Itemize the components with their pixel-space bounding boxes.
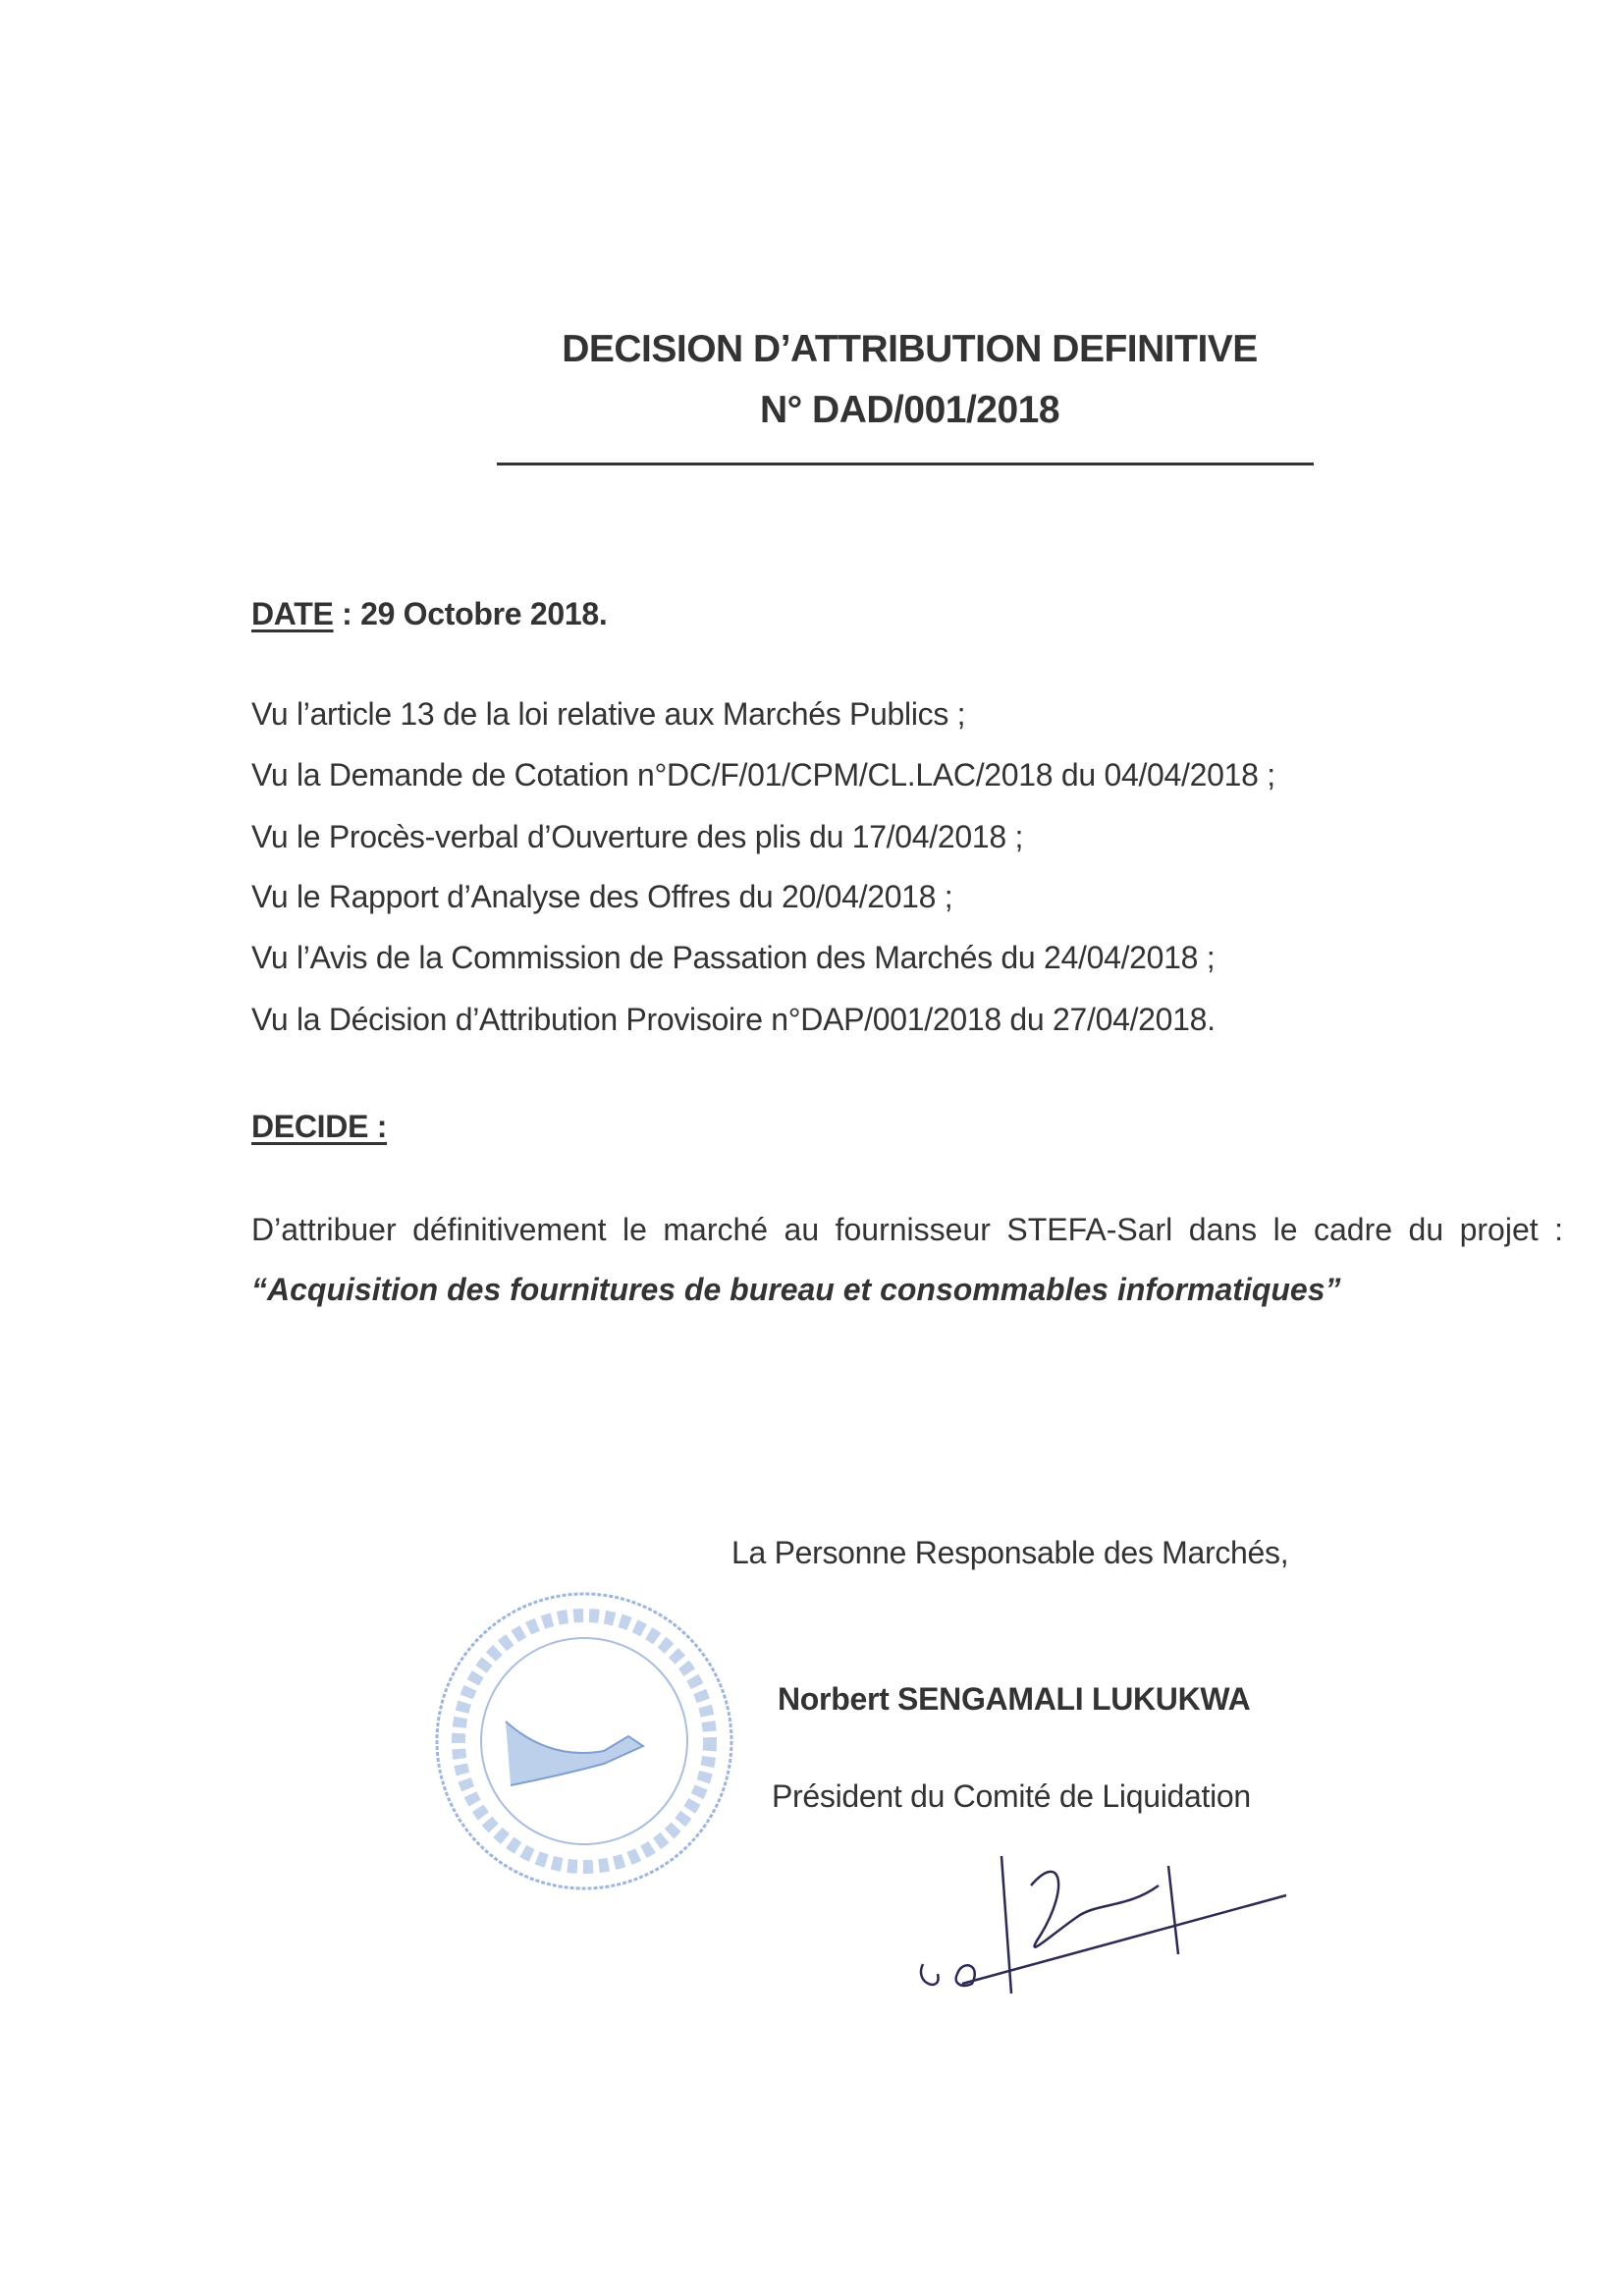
- handwritten-signature: [884, 1846, 1296, 2003]
- signatory-title: Président du Comité de Liquidation: [772, 1778, 1251, 1814]
- consideration-1: Vu l’article 13 de la loi relative aux Marchés Publics ;: [251, 696, 966, 732]
- document-title: DECISION D’ATTRIBUTION DEFINITIVE: [562, 328, 1258, 370]
- consideration-4: Vu le Rapport d’Analyse des Offres du 20/04/2018 ;: [251, 879, 953, 914]
- decide-heading: DECIDE :: [251, 1109, 388, 1144]
- signatory-name: Norbert SENGAMALI LUKUKWA: [778, 1681, 1251, 1717]
- consideration-6: Vu la Décision d’Attribution Provisoire n°DAP/001/2018 du 27/04/2018.: [251, 1002, 1216, 1037]
- date-value: : 29 Octobre 2018.: [333, 596, 608, 631]
- project-name: “Acquisition des fournitures de bureau et consommables informatiques”: [251, 1272, 1341, 1307]
- date-label: DATE: [251, 596, 334, 631]
- decision-paragraph: [251, 1200, 1563, 1320]
- consideration-2: Vu la Demande de Cotation n°DC/F/01/CPM/CL.LAC/2018 du 04/04/2018 ;: [251, 757, 1275, 793]
- consideration-3: Vu le Procès-verbal d’Ouverture des plis du 17/04/2018 ;: [251, 819, 1024, 854]
- consideration-5: Vu l’Avis de la Commission de Passation des Marchés du 24/04/2018 ;: [251, 940, 1216, 975]
- official-stamp: [432, 1589, 736, 1893]
- document-number: N° DAD/001/2018: [759, 389, 1060, 431]
- title-divider: [497, 463, 1314, 465]
- decision-text: D’attribuer définitivement le marché au fournisseur STEFA-Sarl dans le cadre du projet :: [251, 1212, 1563, 1247]
- date-line: [251, 596, 607, 632]
- signatory-role: La Personne Responsable des Marchés,: [731, 1535, 1289, 1570]
